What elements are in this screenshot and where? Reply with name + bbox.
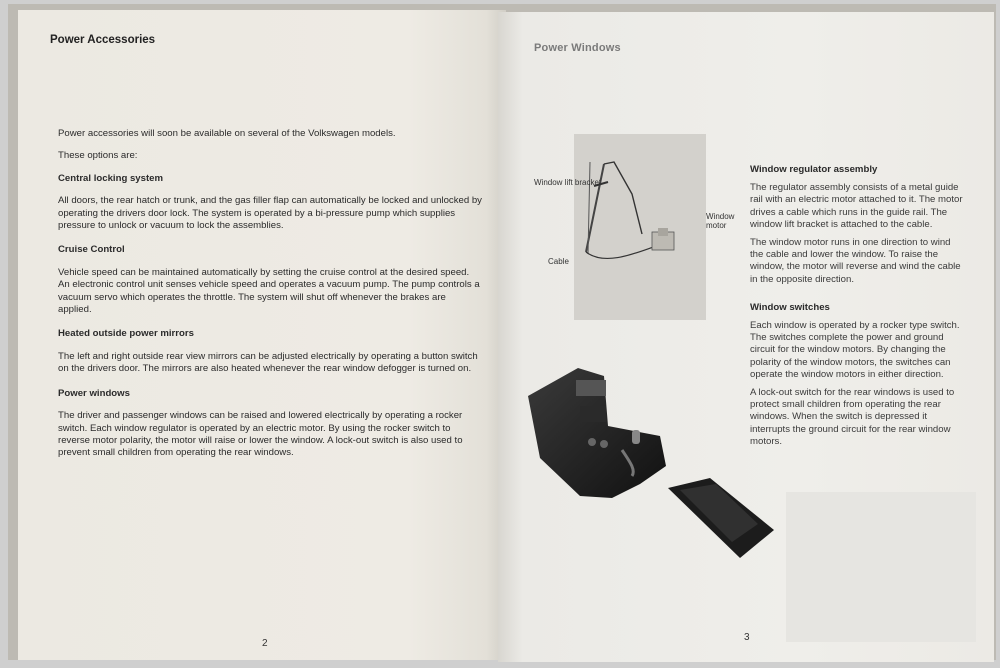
right-page [498,12,994,662]
section-title-window-switches: Window switches [750,301,830,313]
section-title-heated-mirrors: Heated outside power mirrors [58,328,194,340]
section-title-cruise-control: Cruise Control [58,244,125,256]
left-page [18,10,506,660]
intro-paragraph: Power accessories will soon be available on several of the Volkswagen models. [58,128,396,139]
right-page-text [750,164,964,454]
section-title-central-locking: Central locking system [58,172,164,184]
label-cable: Cable [548,257,569,266]
options-intro: These options are: [58,150,138,162]
background-panel [786,492,976,642]
center-console-photo [520,366,782,566]
label-window-lift-bracket: Window lift bracket [534,178,602,187]
section-body-heated-mirrors: The left and right outside rear view mirrors can be adjusted electrically by operating a button switch on the drivers door. The mirrors are also heated whenever the rear window defogger is turned on. [58,350,478,375]
left-page-header: Power Accessories [50,34,156,46]
regulator-paragraph-1: The regulator assembly consists of a metal guide rail with an electric motor attached to it. The motor drives a cable which runs in the guide rail. The window lift bracket is attached to the cable. [750,182,963,230]
section-title-regulator: Window regulator assembly [750,164,878,175]
booklet-spread [8,4,996,660]
switches-paragraph-1: Each window is operated by a rocker type switch. The switches complete the power and ground circuit for the window motors. By changing the polarity of the window motors, the switches can operate the window motors in either direction. [750,320,960,380]
regulator-paragraph-2: The window motor runs in one direction to wind the cable and lower the window. To raise the window, the motor will reverse and wind the cable in the opposite direction. [750,237,961,285]
right-page-header: Power Windows [534,42,621,54]
right-page-number: 3 [744,632,750,643]
section-body-cruise-control: Vehicle speed can be maintained automatically by setting the cruise control at the desired speed. An electronic control unit senses vehicle speed and operates a vacuum pump. The pump controls a vacuum servo which operates the throttle. The system will shut off whenever the brakes are applied. [58,266,480,316]
window-regulator-photo [574,134,706,320]
left-page-number: 2 [262,638,268,649]
section-body-central-locking: All doors, the rear hatch or trunk, and the gas filler flap can automatically be locked and unlocked by operating the drivers door lock. The system is operated by a bi-pressure pump which supplies pressure to unlock or vacuum to lock the assemblies. [58,195,482,232]
section-body-power-windows: The driver and passenger windows can be raised and lowered electrically by operating a rocker switch. Each window regulator is operated by an electric motor. By using the rocker switch to reverse motor polarity, the motor will raise or lower the window. A lock-out switch is also used to prevent small children from operating the rear windows. [58,410,463,459]
switches-paragraph-2: A lock-out switch for the rear windows is used to protect small children from operating the rear windows. When the switch is depressed it interrupts the ground circuit for the rear window motors. [750,387,955,447]
section-title-power-windows: Power windows [58,387,130,399]
label-window-motor: Window motor [706,212,735,230]
left-page-text [58,128,482,470]
